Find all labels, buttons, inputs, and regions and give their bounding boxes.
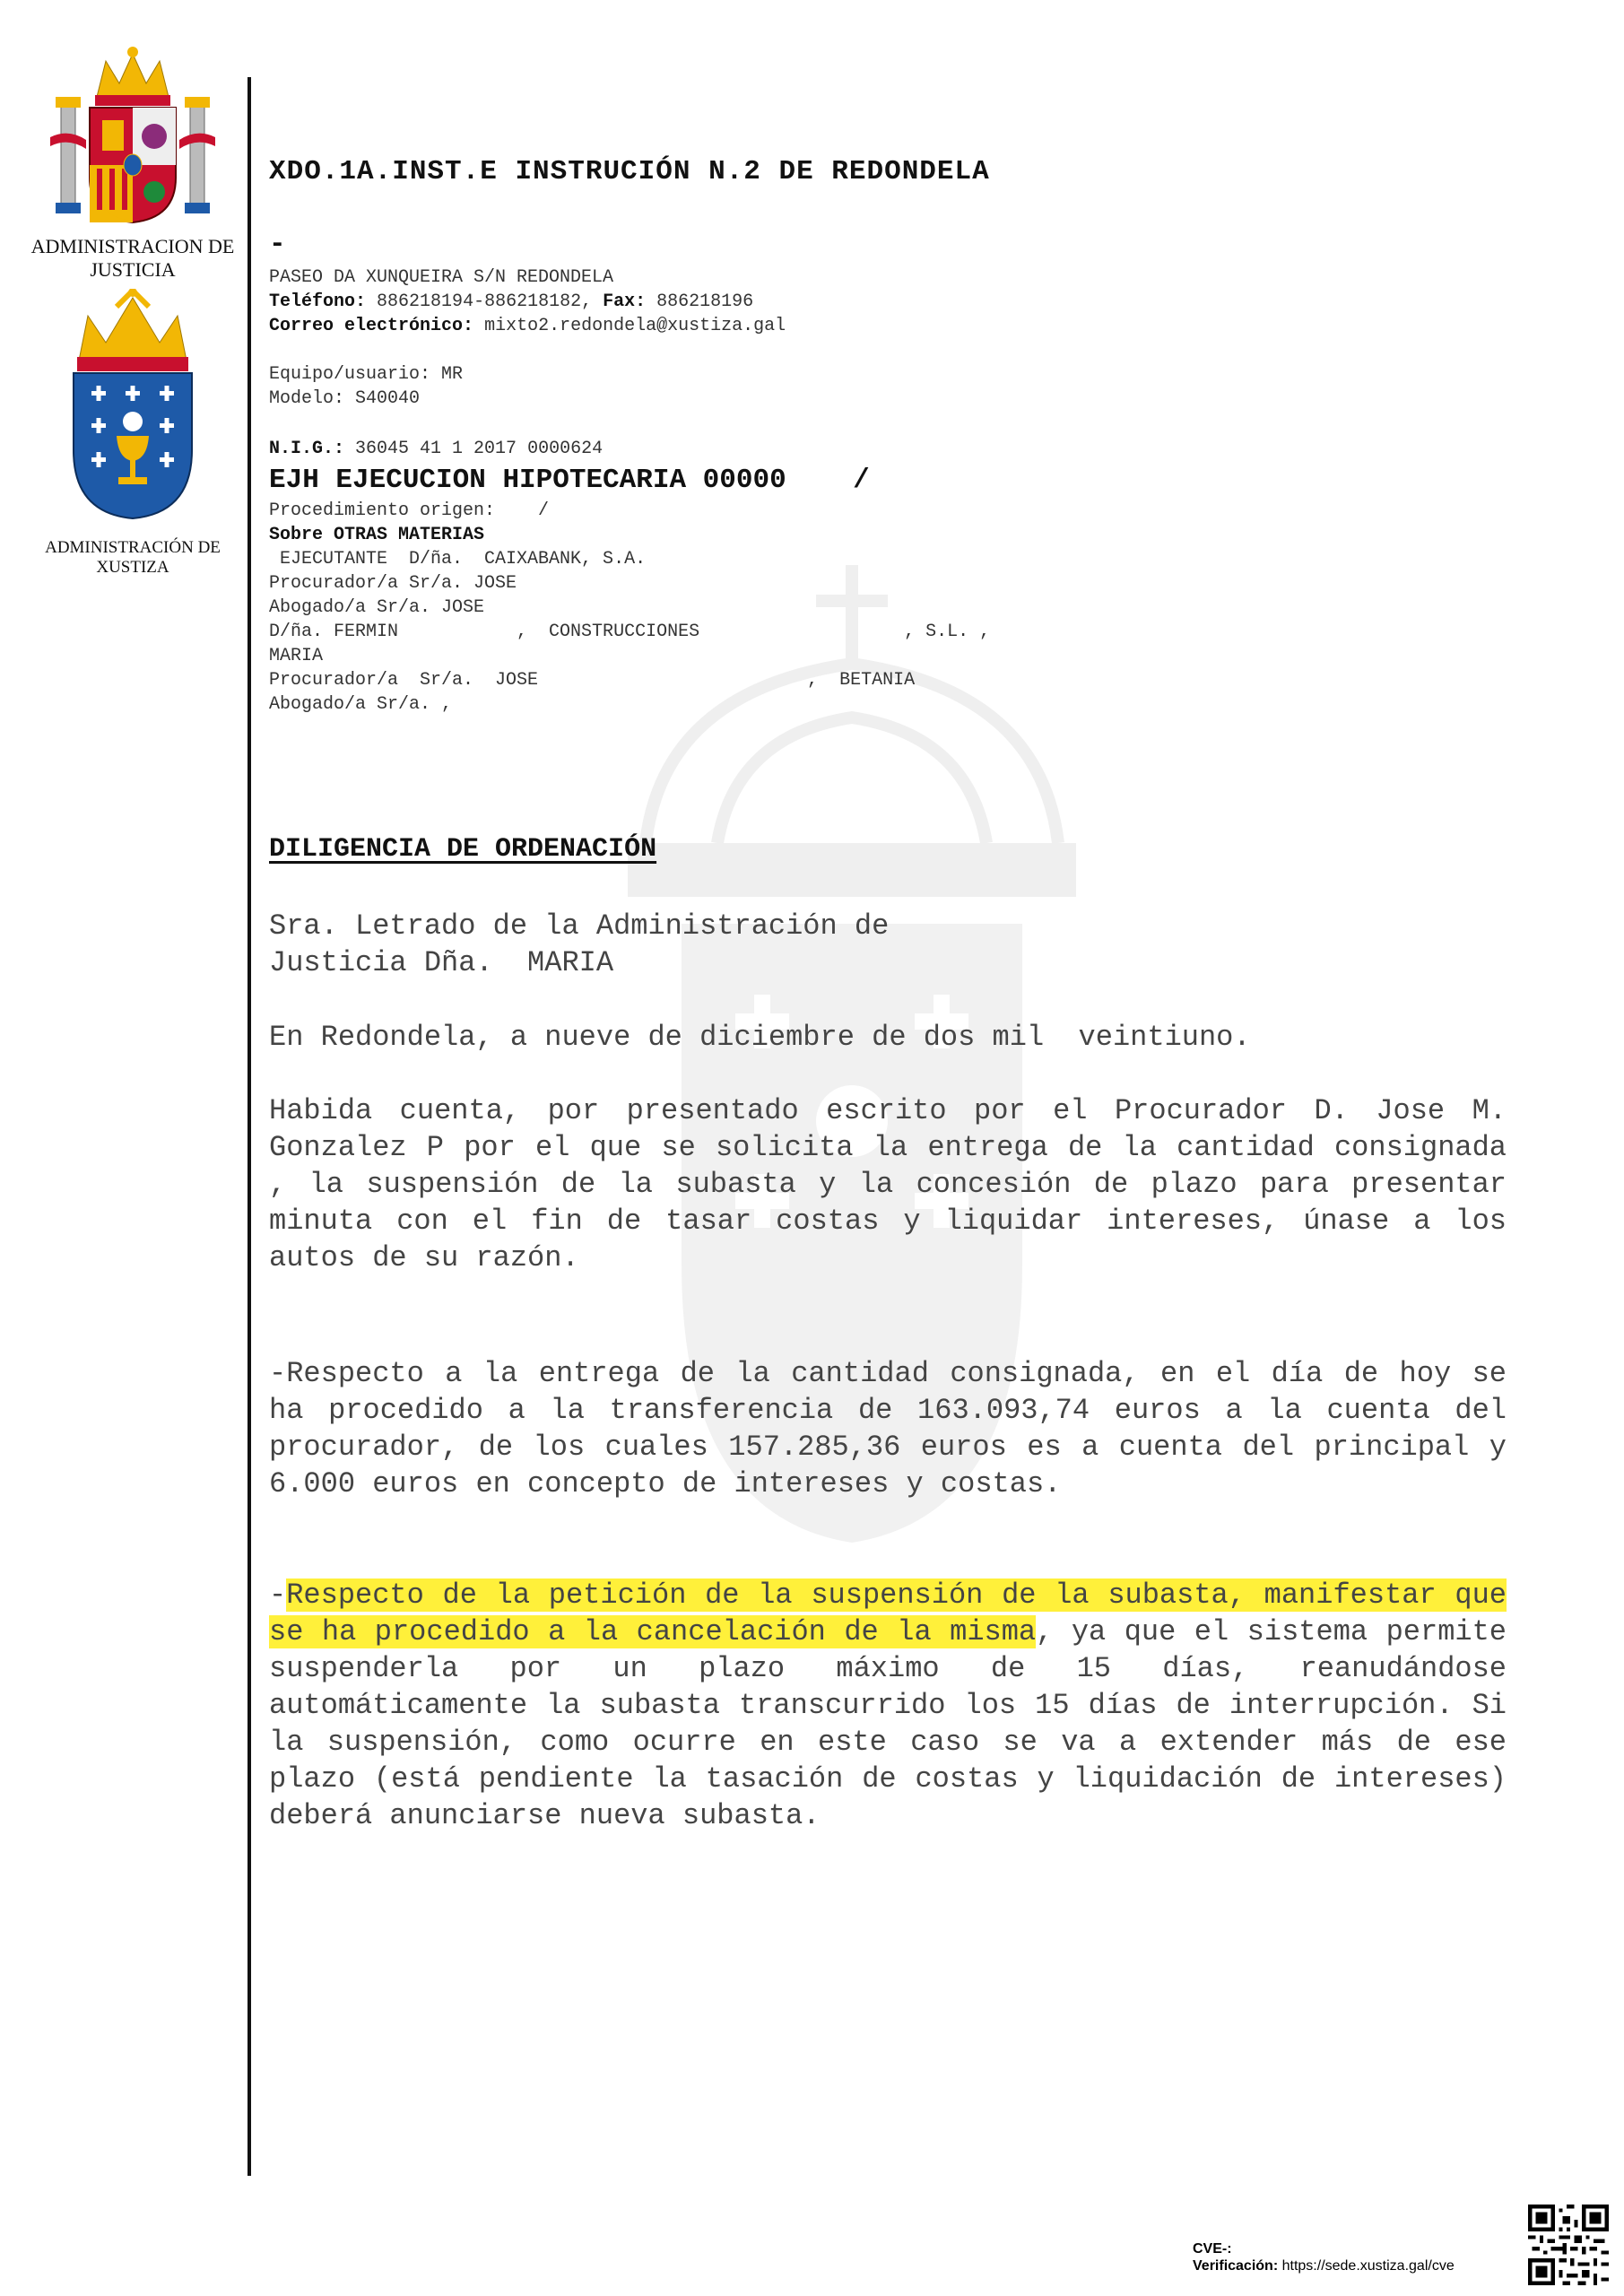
verification-footer: [1193, 2240, 1455, 2274]
date-line: En Redondela, a nueve de diciembre de dos mil veintiuno.: [269, 1021, 1251, 1054]
galicia-coat-of-arms-icon: [61, 289, 204, 526]
party-line-4: MARIA: [269, 646, 324, 666]
paragraph-1: Habida cuenta, por presentado escrito por el Procurador D. Jose M. Gonzalez P por el que se solicita la entrega de la cantidad consignada , la suspensión de la subasta y la concesión de plazo para presentar minuta con el fin de tasar costas y liquidar intereses, únase a los autos de su razón.: [269, 1094, 1507, 1274]
qr-code-icon: [1528, 2205, 1609, 2285]
paragraph-3-dash: -: [269, 1578, 287, 1612]
party-line-1: Procurador/a Sr/a. JOSE: [269, 573, 517, 594]
administracion-justicia-label: ADMINISTRACION DE JUSTICIA: [30, 235, 235, 281]
cve-label: CVE-:: [1193, 2241, 1232, 2257]
email-line: [269, 314, 786, 338]
court-name: XDO.1A.INST.E INSTRUCIÓN N.2 DE REDONDELA: [269, 156, 990, 187]
paragraph-3-rest: , ya que el sistema permite suspenderla por un plazo máximo de 15 días, reanudándose automáticamente la subasta transcurrido los 15 días de interrupción. Si la suspensión, como ocurre en este caso se va a extender más de ese plazo (está pendiente la tasación de costas y liquidación de intereses) deberá anunciarse nueva subasta.: [269, 1615, 1507, 1832]
phone-value: 886218194-886218182,: [377, 291, 593, 312]
paragraph-2: -Respecto a la entrega de la cantidad consignada, en el día de hoy se ha procedido a la transferencia de 163.093,74 euros a la cuenta del procurador, de los cuales 157.285,36 euros es a cuenta del principal y 6.000 euros en concepto de intereses y costas.: [269, 1357, 1507, 1500]
administracion-xustiza-label: ADMINISTRACIÓN DE XUSTIZA: [45, 538, 221, 577]
origin-procedure: Procedimiento origen: /: [269, 500, 550, 521]
sidebar-divider: [248, 77, 251, 2176]
fax-label: Fax:: [603, 291, 647, 312]
verification-line: [1193, 2257, 1455, 2274]
header-dash: -: [269, 229, 286, 260]
fax-value: 886218196: [656, 291, 754, 312]
verification-url: https://sede.xustiza.gal/cve: [1281, 2258, 1455, 2274]
nig-value: 36045 41 1 2017 0000624: [355, 439, 604, 459]
party-line-3: D/ña. FERMIN , CONSTRUCCIONES , S.L. ,: [269, 622, 991, 642]
phone-line: [269, 290, 753, 314]
addressee-line-2: Justicia Dña. MARIA: [269, 946, 614, 979]
team-user: Equipo/usuario: MR: [269, 364, 464, 385]
paragraph-3: [269, 1577, 1507, 1834]
addressee-line-1: Sra. Letrado de la Administración de: [269, 909, 890, 943]
subject-line: Sobre OTRAS MATERIAS: [269, 525, 485, 545]
email-value: mixto2.redondela@xustiza.gal: [484, 316, 786, 336]
party-line-5: Procurador/a Sr/a. JOSE , BETANIA: [269, 670, 916, 691]
party-line-0: EJECUTANTE D/ña. CAIXABANK, S.A.: [269, 549, 647, 570]
verification-label: Verificación:: [1193, 2258, 1279, 2274]
party-line-6: Abogado/a Sr/a. ,: [269, 694, 453, 715]
court-address: PASEO DA XUNQUEIRA S/N REDONDELA: [269, 267, 614, 288]
procedure-title: EJH EJECUCION HIPOTECARIA 00000 /: [269, 465, 870, 496]
highlighted-text: Respecto de la petición de la suspensión de la subasta, manifestar que se ha procedido a la cancelación de la misma: [269, 1578, 1507, 1648]
spain-coat-of-arms-icon: [43, 43, 222, 236]
email-label: Correo electrónico:: [269, 316, 474, 336]
phone-label: Teléfono:: [269, 291, 367, 312]
document-title: DILIGENCIA DE ORDENACIÓN: [269, 834, 657, 865]
nig-label: N.I.G.:: [269, 439, 345, 459]
nig-line: [269, 437, 603, 461]
model-code: Modelo: S40040: [269, 388, 421, 409]
party-line-2: Abogado/a Sr/a. JOSE: [269, 597, 485, 618]
